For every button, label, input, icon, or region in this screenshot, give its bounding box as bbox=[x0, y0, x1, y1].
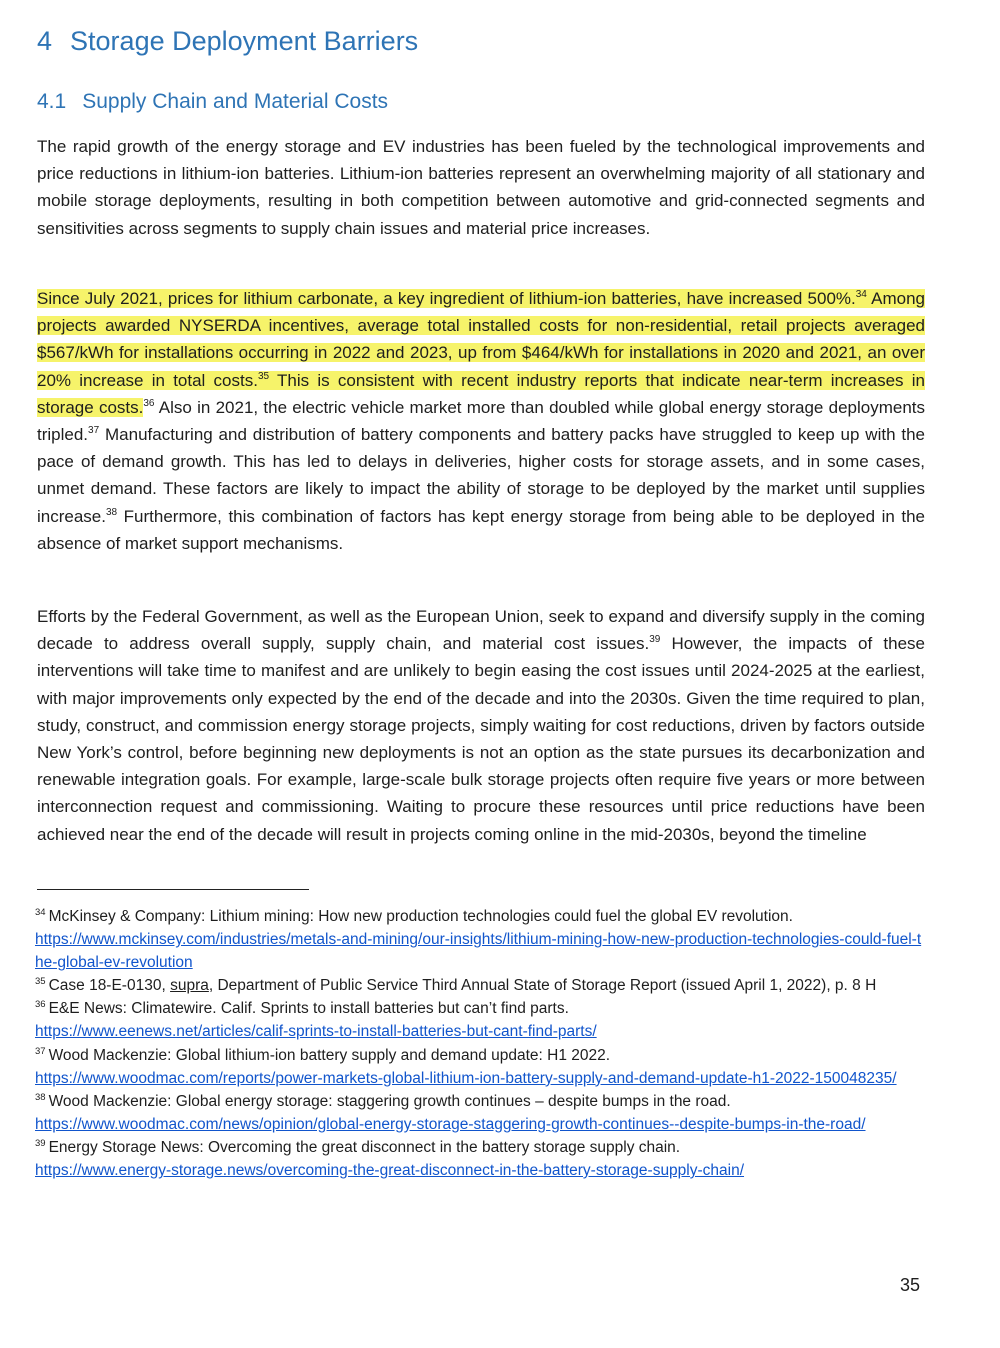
footnote-separator bbox=[37, 889, 309, 890]
highlight-sentence-1: Since July 2021, prices for lithium carbonate, a key ingredient of lithium-ion batteries, have increased 500%. bbox=[37, 289, 856, 308]
footnote-text: , Department of Public Service Third Annual State of Storage Report (issued April 1, 2022), p. 8 H bbox=[208, 977, 877, 995]
footnote-link[interactable]: https://www.woodmac.com/news/opinion/global-energy-storage-staggering-growth-continues--despite-bumps-in-the-road/ bbox=[35, 1115, 866, 1133]
footnote-34 bbox=[35, 905, 925, 974]
subsection-number: 4.1 bbox=[37, 90, 67, 113]
section-heading bbox=[37, 26, 418, 57]
paragraph-text: Also in 2021, the electric vehicle market more than doubled while global energy storage deployments tripled. bbox=[37, 397, 926, 445]
subsection-heading bbox=[37, 90, 388, 114]
footnote-number: 39 bbox=[35, 1137, 46, 1149]
footnote-ref-38[interactable]: 38 bbox=[105, 506, 118, 518]
highlight-sentence-3: This is consistent with recent industry reports that indicate near-term increases in storage costs. bbox=[37, 370, 925, 417]
footnote-ref-36[interactable]: 36 bbox=[143, 397, 155, 409]
footnote-ref-34[interactable]: 34 bbox=[855, 289, 867, 300]
paragraph-text: However, the impacts of these interventions will take time to manifest and are unlikely to begin easing the cost issues until 2024-2025 at the earliest, with major improvements only expected by the end of the decade and into the 2030s. Given the time required to plan, study, construct, and commission energy storage projects, simply waiting for cost reductions, driven by factors outside New York’s control, before beginning new deployments is not an option as the state pursues its decarbonization and renewable integration goals. For example, large-scale bulk storage projects often require five years or more between interconnection request and commissioning. Waiting to procure these resources until price reductions have been achieved near the end of the decade will result in projects coming online in the mid-2030s, beyond the timeline bbox=[37, 634, 925, 844]
paragraph-text: Efforts by the Federal Government, as well as the European Union, seek to expand and diversify supply in the coming decade to address overall supply, supply chain, and material cost issues. bbox=[37, 607, 925, 654]
footnote-number: 35 bbox=[35, 976, 46, 988]
footnote-ref-39[interactable]: 39 bbox=[649, 634, 661, 646]
footnote-37 bbox=[35, 1044, 925, 1090]
footnote-number: 38 bbox=[35, 1091, 46, 1103]
footnote-supra: supra bbox=[170, 977, 209, 995]
footnote-38 bbox=[35, 1090, 925, 1136]
footnote-link[interactable]: https://www.energy-storage.news/overcoming-the-great-disconnect-in-the-battery-storage-supply-chain/ bbox=[35, 1162, 745, 1180]
section-title: Storage Deployment Barriers bbox=[70, 26, 419, 56]
footnote-link[interactable]: https://www.mckinsey.com/industries/metals-and-mining/our-insights/lithium-mining-how-new-production-technologies-could-fuel-the-global-ev-revolution bbox=[35, 931, 922, 972]
footnote-text: Case 18-E-0130, bbox=[48, 977, 171, 995]
footnote-ref-35[interactable]: 35 bbox=[257, 370, 270, 382]
footnote-35 bbox=[35, 974, 925, 997]
section-number: 4 bbox=[37, 26, 53, 56]
footnote-36 bbox=[35, 997, 925, 1043]
paragraph-text: Furthermore, this combination of factors has kept energy storage from being able to be deployed in the absence of market support mechanisms. bbox=[37, 506, 925, 553]
footnote-link[interactable]: https://www.woodmac.com/reports/power-markets-global-lithium-ion-battery-supply-and-demand-update-h1-2022-150048235/ bbox=[35, 1069, 897, 1087]
paragraph-intro: The rapid growth of the energy storage and EV industries has been fueled by the technological improvements and price reductions in lithium-ion batteries. Lithium-ion batteries represent an overwhelming majority of all stationary and mobile storage deployments, resulting in both competition between automotive and grid-connected segments and sensitivities across segments to supply chain issues and material price increases. bbox=[37, 137, 925, 238]
page-number: 35 bbox=[900, 1275, 921, 1295]
footnote-number: 37 bbox=[35, 1045, 46, 1057]
footnote-link[interactable]: https://www.eenews.net/articles/calif-sprints-to-install-batteries-but-cant-find-parts/ bbox=[35, 1023, 597, 1041]
footnote-text: Wood Mackenzie: Global energy storage: staggering growth continues – despite bumps in the road. bbox=[48, 1092, 731, 1110]
paragraph-costs bbox=[37, 285, 925, 557]
footnote-text: E&E News: Climatewire. Calif. Sprints to install batteries but can’t find parts. bbox=[48, 1000, 569, 1018]
highlight-sentence-2: Among projects awarded NYSERDA incentives, average total installed costs for non-residential, retail projects averaged $567/kWh for installations occurring in 2022 and 2023, up from $464/kWh for installations in 2020 and 2021, an over 20% increase in total costs. bbox=[37, 289, 925, 390]
footnotes-list bbox=[35, 905, 925, 1182]
footnote-39 bbox=[35, 1136, 925, 1182]
paragraph-efforts bbox=[37, 603, 925, 848]
footnote-number: 36 bbox=[35, 999, 46, 1011]
footnote-text: McKinsey & Company: Lithium mining: How new production technologies could fuel the global EV revolution. bbox=[48, 908, 793, 925]
footnote-text: Energy Storage News: Overcoming the great disconnect in the battery storage supply chain. bbox=[48, 1138, 681, 1156]
paragraph-text: Manufacturing and distribution of battery components and battery packs have struggled to keep up with the pace of demand growth. This has led to delays in deliveries, higher costs for storage assets, and in some cases, unmet demand. These factors are likely to impact the ability of storage to be deployed by the market until supplies increase. bbox=[37, 425, 925, 526]
footnote-text: Wood Mackenzie: Global lithium-ion battery supply and demand update: H1 2022. bbox=[48, 1046, 611, 1064]
footnote-number: 34 bbox=[35, 907, 46, 918]
footnote-ref-37[interactable]: 37 bbox=[88, 425, 100, 437]
subsection-title: Supply Chain and Material Costs bbox=[82, 90, 389, 113]
